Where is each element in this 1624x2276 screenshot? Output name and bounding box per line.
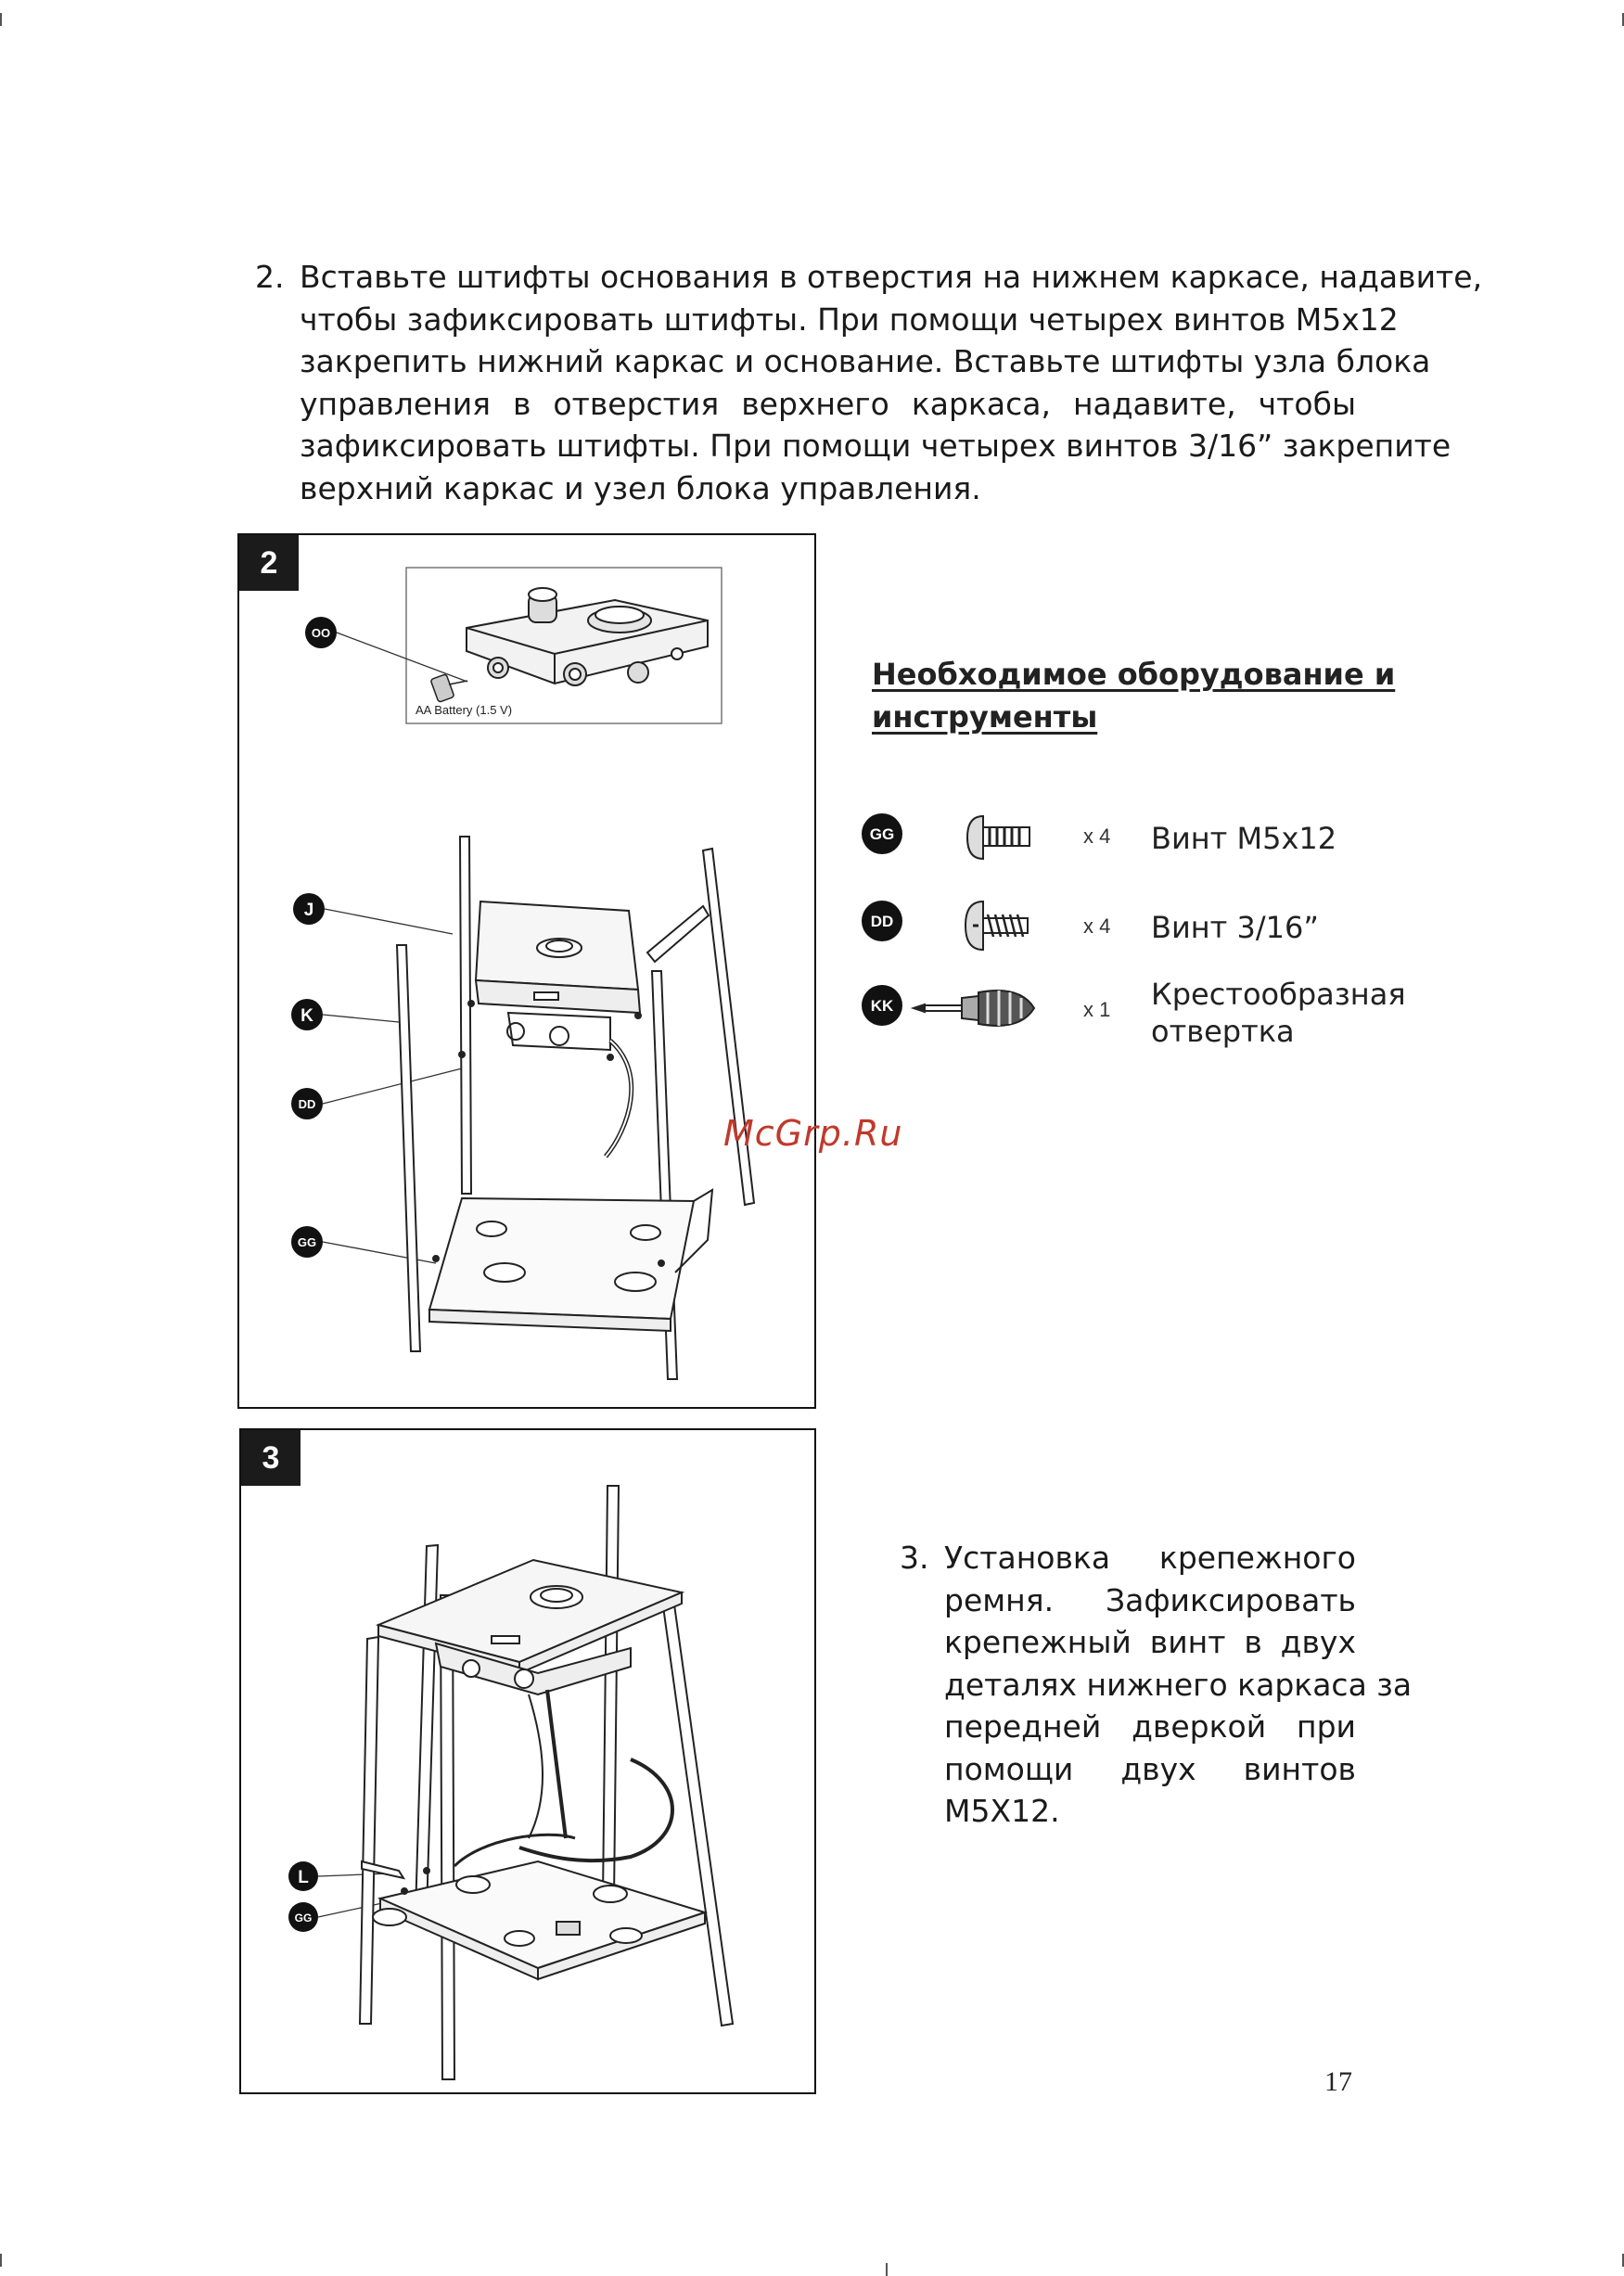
callout-l-label: L <box>298 1868 309 1887</box>
tool-qty-kk: x 1 <box>1083 998 1111 1021</box>
tools-title <box>872 653 1395 738</box>
step3-number: 3. <box>900 1540 929 1576</box>
tool-qty-dd: x 4 <box>1083 914 1111 938</box>
figure-3-badge: 3 <box>241 1430 301 1486</box>
step3-text <box>944 1537 1413 1833</box>
screwdriver-icon <box>914 991 1034 1026</box>
tool-label-dd: Винт 3/16” <box>1151 910 1319 945</box>
tool-code-dd: DD <box>870 913 894 930</box>
callout-j <box>293 893 453 934</box>
tools-title-line1: Необходимое оборудование и <box>872 657 1396 692</box>
step2-line: зафиксировать штифты. При помощи четырех винтов 3/16” закрепите <box>300 428 1451 464</box>
step3-line: ремня. Зафиксировать <box>944 1581 1356 1618</box>
tool-code-kk: KK <box>870 997 894 1015</box>
step3-line: крепежный винт в двух <box>944 1624 1356 1660</box>
callout-j-label: J <box>303 901 314 920</box>
figure-2-frame <box>237 533 816 1409</box>
callout-dd-label: DD <box>298 1097 316 1111</box>
battery-icon <box>430 674 467 703</box>
watermark: McGrp.Ru <box>723 1113 903 1154</box>
tool-qty-gg: x 4 <box>1083 825 1111 848</box>
crop-mark <box>0 2254 2 2267</box>
step2-line: закрепить нижний каркас и основание. Вставьте штифты узла блока <box>300 343 1431 379</box>
step2-line: чтобы зафиксировать штифты. При помощи четырех винтов М5х12 <box>300 300 1399 338</box>
crop-mark <box>0 13 2 26</box>
page-number: 17 <box>1324 2066 1352 2097</box>
tool-row-dd <box>858 892 1118 957</box>
callout-k <box>291 999 399 1030</box>
figure-3-frame <box>239 1428 816 2094</box>
step3-line: Установка крепежного <box>944 1540 1356 1576</box>
tool-label-kk <box>1151 976 1406 1050</box>
step2-text <box>300 256 1483 509</box>
step3-line: деталях нижнего каркаса за <box>944 1666 1413 1703</box>
step2-line: управления в отверстия верхнего каркаса, надавите, чтобы <box>300 385 1356 422</box>
tool-row-gg <box>858 805 1118 870</box>
battery-label: AA Battery (1.5 V) <box>416 703 513 717</box>
tool-code-gg: GG <box>869 825 895 843</box>
step3-line: M5X12. <box>944 1793 1060 1829</box>
grill-frame-drawing <box>397 837 754 1379</box>
crop-mark <box>886 2263 888 2276</box>
tool-label-kk-line2: отвертка <box>1151 1014 1295 1049</box>
step2-line: Вставьте штифты основания в отверстия на нижнем каркасе, надавите, <box>300 259 1483 295</box>
figure-3-drawing <box>241 1430 814 2092</box>
control-panel-icon <box>467 588 708 685</box>
screw-icon <box>967 816 1029 859</box>
figure-2-drawing <box>239 535 814 1407</box>
bolt-icon <box>965 901 1028 950</box>
step2-line: верхний каркас и узел блока управления. <box>300 469 981 506</box>
figure-2-badge: 2 <box>239 535 299 591</box>
assembled-grill-drawing <box>360 1486 733 2079</box>
step3-line: передней дверкой при <box>944 1708 1356 1745</box>
callout-k-label: K <box>301 1006 313 1026</box>
tools-title-line2: инструменты <box>872 699 1098 735</box>
tool-label-kk-line1: Крестообразная <box>1151 977 1406 1012</box>
callout-oo-label: OO <box>311 626 331 640</box>
callout-gg-label: GG <box>297 1235 317 1249</box>
step3-line: помощи двух винтов <box>944 1750 1356 1787</box>
step2-number: 2. <box>255 259 285 295</box>
tool-row-kk <box>858 974 1118 1048</box>
callout-gg-3-label: GG <box>294 1912 313 1924</box>
callout-oo <box>305 617 467 682</box>
tool-label-gg: Винт М5х12 <box>1151 821 1337 856</box>
callout-dd <box>291 1068 462 1119</box>
